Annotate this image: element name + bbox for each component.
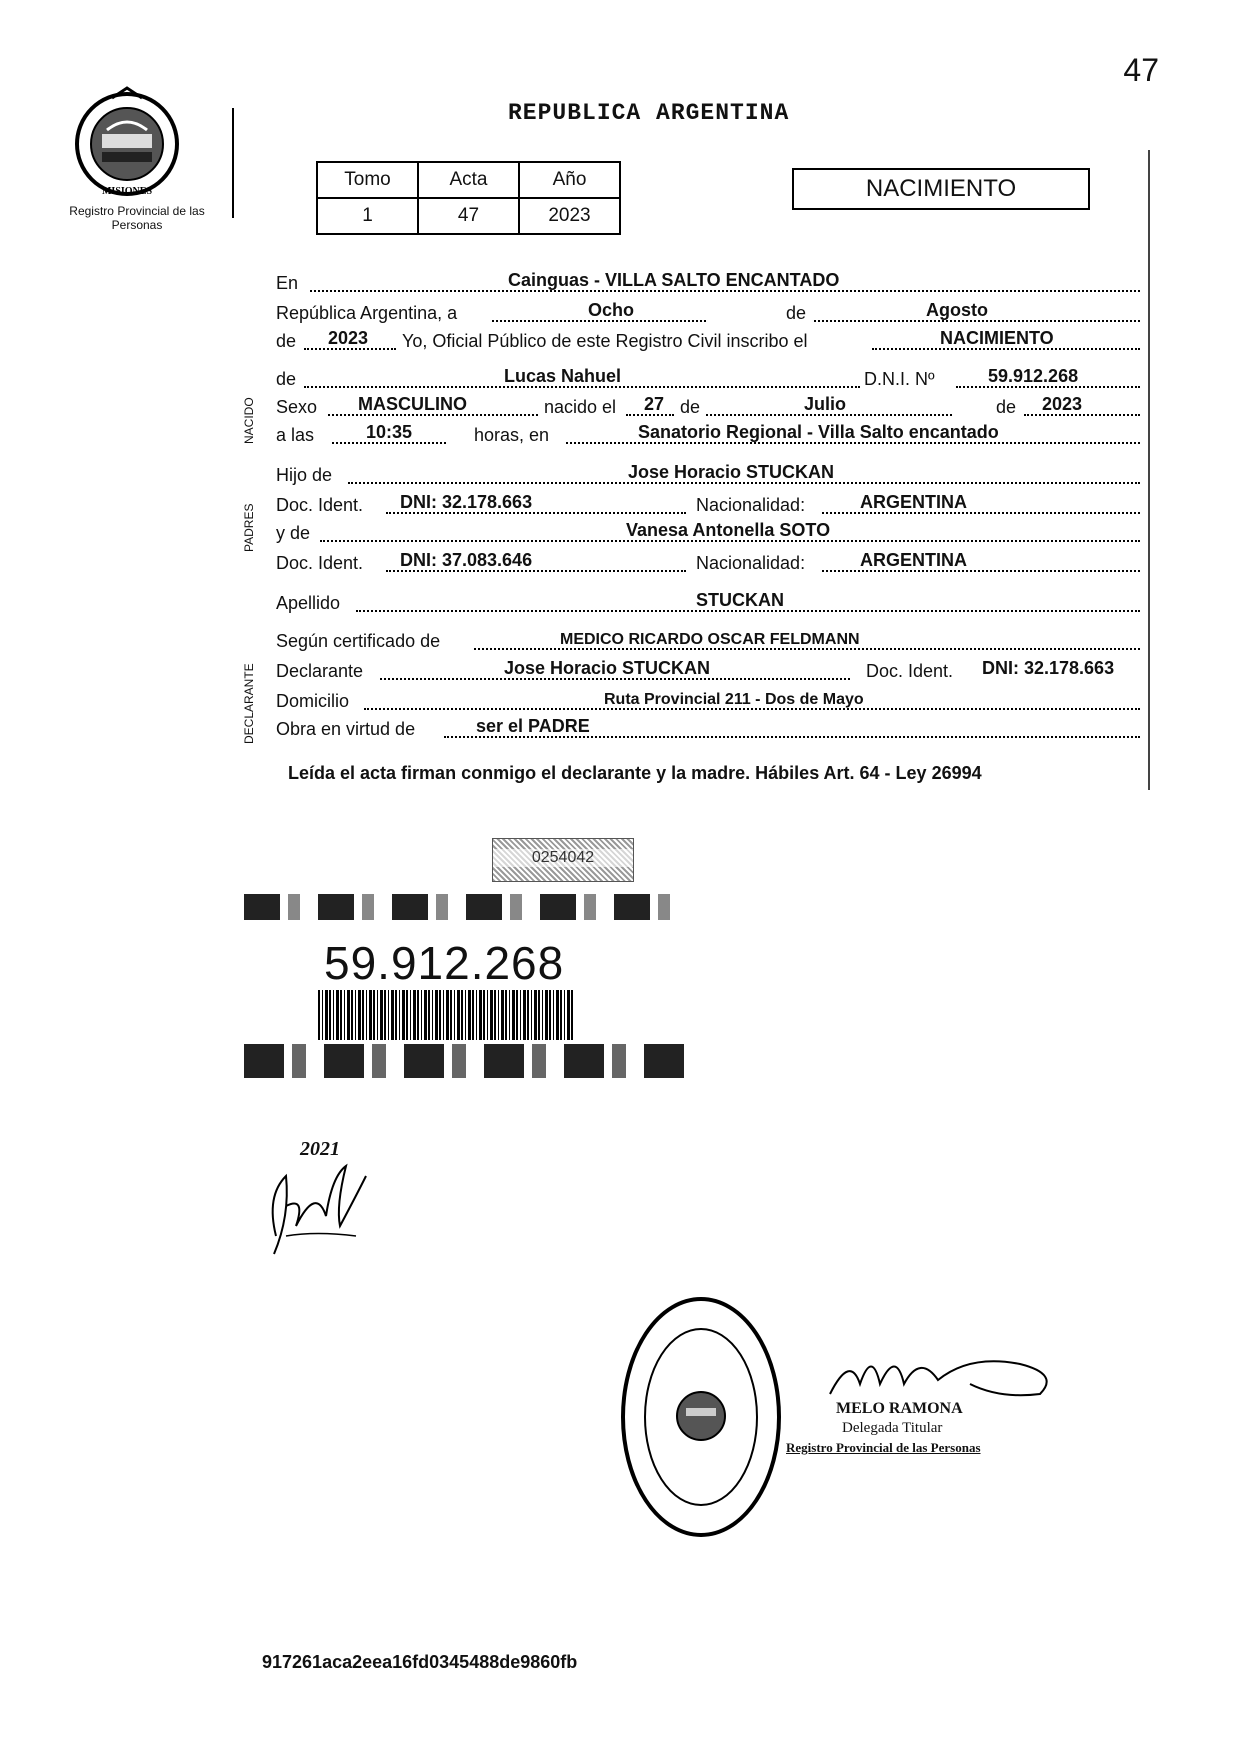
record-type-box: NACIMIENTO bbox=[792, 168, 1090, 210]
value-declarante: Jose Horacio STUCKAN bbox=[504, 658, 711, 678]
value-hora: 10:35 bbox=[366, 422, 413, 442]
document-hash: 917261aca2eea16fd0345488de9860fb bbox=[262, 1652, 578, 1672]
value-madre: Vanesa Antonella SOTO bbox=[626, 520, 831, 540]
label-de: de bbox=[680, 397, 701, 417]
value-domicilio: Ruta Provincial 211 - Dos de Mayo bbox=[604, 691, 864, 708]
value-nac-padre: ARGENTINA bbox=[860, 492, 967, 512]
label-hijo-de: Hijo de bbox=[276, 465, 333, 485]
label-dni: D.N.I. Nº bbox=[864, 369, 935, 389]
table-value-tomo: 1 bbox=[317, 198, 418, 234]
form-line-hora bbox=[276, 420, 1140, 448]
table-value-acta: 47 bbox=[418, 198, 519, 234]
value-dia-nac: 27 bbox=[644, 394, 665, 414]
barcode bbox=[318, 990, 574, 1040]
header-divider bbox=[232, 108, 234, 218]
value-dni-padre: DNI: 32.178.663 bbox=[400, 492, 533, 512]
value-sexo: MASCULINO bbox=[358, 394, 467, 414]
label-de-nombre: de bbox=[276, 369, 297, 389]
value-mes-nac: Julio bbox=[804, 394, 847, 414]
label-declarante: Declarante bbox=[276, 661, 364, 681]
value-dia: Ocho bbox=[588, 300, 635, 320]
form-line-sexo bbox=[276, 392, 1140, 420]
form-line-domicilio bbox=[276, 686, 1140, 714]
form-line-doc1 bbox=[276, 490, 1140, 518]
form-line-republica bbox=[276, 298, 1140, 326]
side-label-padres: PADRES bbox=[242, 503, 256, 552]
table-header-anio: Año bbox=[519, 162, 620, 198]
label-de: de bbox=[996, 397, 1017, 417]
table-header-tomo: Tomo bbox=[317, 162, 418, 198]
value-anio: 2023 bbox=[328, 328, 369, 348]
value-dni-declarante: DNI: 32.178.663 bbox=[982, 658, 1115, 678]
seal-registry: Registro Provincial de las Personas bbox=[786, 1440, 981, 1455]
value-obra: ser el PADRE bbox=[476, 716, 590, 736]
form-line-obra bbox=[276, 714, 1140, 742]
label-horas-en: horas, en bbox=[474, 425, 550, 445]
value-mes: Agosto bbox=[926, 300, 988, 320]
value-tipo: NACIMIENTO bbox=[940, 328, 1054, 348]
value-apellido: STUCKAN bbox=[696, 590, 784, 610]
table-header-acta: Acta bbox=[418, 162, 519, 198]
label-a-las: a las bbox=[276, 425, 315, 445]
value-localidad: Cainguas - VILLA SALTO ENCANTADO bbox=[508, 270, 840, 290]
label-y-de: y de bbox=[276, 523, 311, 543]
label-doc-ident: Doc. Ident. bbox=[276, 495, 364, 515]
closing-note: Leída el acta firman conmigo el declarante y la madre. Hábiles Art. 64 - Ley 26994 bbox=[288, 763, 982, 783]
security-stamp bbox=[492, 838, 634, 882]
label-nacido-el: nacido el bbox=[544, 397, 617, 417]
side-label-nacido: NACIDO bbox=[242, 397, 256, 444]
label-en: En bbox=[276, 273, 299, 293]
value-dni: 59.912.268 bbox=[988, 366, 1079, 386]
big-dni-number: 59.912.268 bbox=[324, 937, 565, 989]
label-republica: República Argentina, a bbox=[276, 303, 458, 323]
side-label-declarante: DECLARANTE bbox=[242, 663, 256, 744]
label-nacionalidad: Nacionalidad: bbox=[696, 495, 806, 515]
page-number: 47 bbox=[1123, 52, 1159, 88]
svg-text:MISIONES: MISIONES bbox=[101, 186, 153, 197]
value-nombre: Lucas Nahuel bbox=[504, 366, 622, 386]
signature-note: 2021 bbox=[300, 1138, 340, 1160]
form-line-nombre bbox=[276, 364, 1140, 392]
security-band-bottom bbox=[244, 1044, 688, 1078]
record-table bbox=[316, 161, 621, 235]
label-segun-certificado: Según certificado de bbox=[276, 631, 441, 651]
value-certificado: MEDICO RICARDO OSCAR FELDMANN bbox=[560, 631, 860, 648]
logo-label: Registro Provincial de las Personas bbox=[69, 204, 205, 232]
seal-name: MELO RAMONA bbox=[836, 1400, 963, 1417]
label-inscribo: Yo, Oficial Público de este Registro Civil inscribo el bbox=[402, 331, 808, 351]
label-de: de bbox=[786, 303, 807, 323]
value-padre: Jose Horacio STUCKAN bbox=[628, 462, 835, 482]
form-line-en bbox=[276, 268, 1140, 296]
form-line-anio bbox=[276, 326, 1140, 354]
label-sexo: Sexo bbox=[276, 397, 318, 417]
document-title: REPUBLICA ARGENTINA bbox=[508, 100, 790, 126]
official-seal bbox=[616, 1292, 786, 1547]
form-line-hijo bbox=[276, 460, 1140, 488]
seal-role: Delegada Titular bbox=[842, 1420, 943, 1436]
form-line-certificado bbox=[276, 626, 1140, 654]
value-dni-madre: DNI: 37.083.646 bbox=[400, 550, 533, 570]
form-line-yde bbox=[276, 518, 1140, 546]
form-line-doc2 bbox=[276, 548, 1140, 576]
label-apellido: Apellido bbox=[276, 593, 341, 613]
value-nac-madre: ARGENTINA bbox=[860, 550, 967, 570]
label-de-anio: de bbox=[276, 331, 297, 351]
label-doc-ident: Doc. Ident. bbox=[276, 553, 364, 573]
misiones-logo bbox=[72, 86, 212, 207]
label-obra: Obra en virtud de bbox=[276, 719, 416, 739]
security-band-top bbox=[244, 894, 688, 920]
right-margin-line bbox=[1148, 150, 1150, 790]
table-value-anio: 2023 bbox=[519, 198, 620, 234]
value-anio-nac: 2023 bbox=[1042, 394, 1083, 414]
form-line-apellido bbox=[276, 588, 1140, 616]
label-nacionalidad: Nacionalidad: bbox=[696, 553, 806, 573]
stamp-number: 0254042 bbox=[493, 849, 633, 867]
form-line-declarante bbox=[276, 656, 1140, 684]
label-doc-ident: Doc. Ident. bbox=[866, 661, 954, 681]
value-lugar: Sanatorio Regional - Villa Salto encantado bbox=[638, 422, 999, 442]
label-domicilio: Domicilio bbox=[276, 691, 350, 711]
